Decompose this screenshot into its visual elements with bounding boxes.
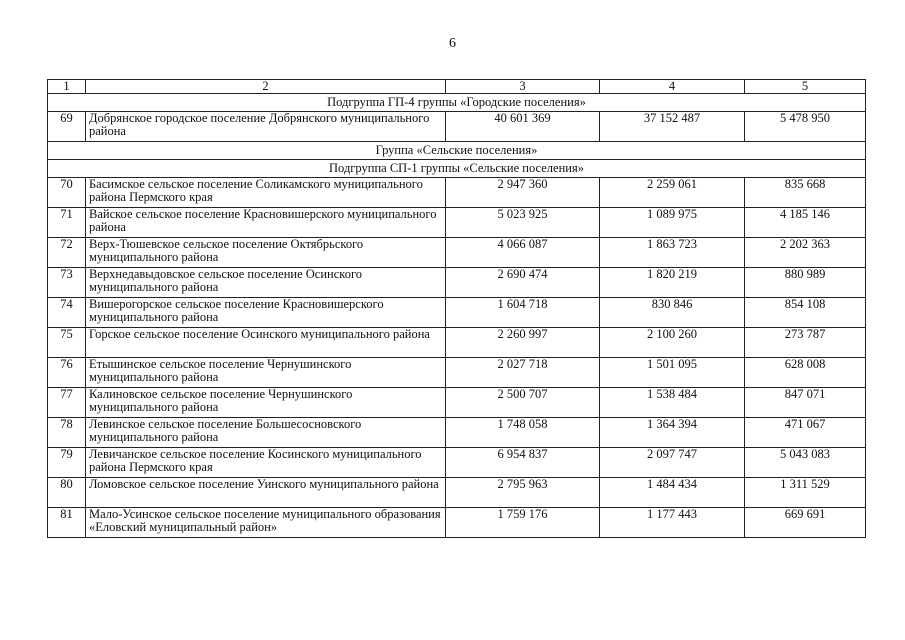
settlement-name: Горское сельское поселение Осинского муниципального района [86, 328, 446, 358]
value-column-5: 835 668 [745, 178, 866, 208]
row-number: 78 [48, 418, 86, 448]
table-row [48, 208, 866, 238]
value-column-4: 1 089 975 [600, 208, 745, 238]
value-column-5: 669 691 [745, 508, 866, 538]
value-column-4: 830 846 [600, 298, 745, 328]
settlement-name: Ломовское сельское поселение Уинского муниципального района [86, 478, 446, 508]
value-column-3: 1 604 718 [446, 298, 600, 328]
value-column-3: 2 947 360 [446, 178, 600, 208]
settlement-name: Добрянское городское поселение Добрянского муниципального района [86, 112, 446, 142]
table-row [48, 268, 866, 298]
settlement-name: Басимское сельское поселение Соликамского муниципального района Пермского края [86, 178, 446, 208]
settlement-name: Верх-Тюшевское сельское поселение Октябрьского муниципального района [86, 238, 446, 268]
group-heading-row [48, 142, 866, 160]
value-column-5: 2 202 363 [745, 238, 866, 268]
table-row [48, 448, 866, 478]
settlement-name: Мало-Усинское сельское поселение муниципального образования «Еловский муниципальный район» [86, 508, 446, 538]
settlement-name: Калиновское сельское поселение Чернушинского муниципального района [86, 388, 446, 418]
value-column-4: 2 097 747 [600, 448, 745, 478]
value-column-5: 4 185 146 [745, 208, 866, 238]
value-column-3: 2 690 474 [446, 268, 600, 298]
value-column-3: 1 759 176 [446, 508, 600, 538]
table-row [48, 298, 866, 328]
value-column-5: 847 071 [745, 388, 866, 418]
value-column-3: 2 027 718 [446, 358, 600, 388]
value-column-3: 4 066 087 [446, 238, 600, 268]
value-column-3: 6 954 837 [446, 448, 600, 478]
value-column-4: 2 259 061 [600, 178, 745, 208]
settlement-name: Вишерогорское сельское поселение Красновишерского муниципального района [86, 298, 446, 328]
table-row [48, 478, 866, 508]
row-number: 72 [48, 238, 86, 268]
column-number-header-row [48, 80, 866, 94]
value-column-4: 1 538 484 [600, 388, 745, 418]
column-header-3: 3 [446, 80, 600, 94]
value-column-4: 1 863 723 [600, 238, 745, 268]
settlement-name: Вайское сельское поселение Красновишерского муниципального района [86, 208, 446, 238]
row-number: 70 [48, 178, 86, 208]
value-column-5: 1 311 529 [745, 478, 866, 508]
group-heading: Подгруппа СП-1 группы «Сельские поселения» [48, 160, 866, 178]
value-column-5: 5 043 083 [745, 448, 866, 478]
settlement-name: Верхнедавыдовское сельское поселение Осинского муниципального района [86, 268, 446, 298]
group-heading: Группа «Сельские поселения» [48, 142, 866, 160]
value-column-4: 37 152 487 [600, 112, 745, 142]
table-row [48, 418, 866, 448]
table-row [48, 388, 866, 418]
group-heading-row [48, 94, 866, 112]
column-header-1: 1 [48, 80, 86, 94]
value-column-3: 2 260 997 [446, 328, 600, 358]
settlements-table [47, 79, 866, 538]
settlement-name: Левинское сельское поселение Большесосновского муниципального района [86, 418, 446, 448]
table-row [48, 238, 866, 268]
table-row [48, 328, 866, 358]
table-row [48, 178, 866, 208]
value-column-5: 471 067 [745, 418, 866, 448]
column-header-5: 5 [745, 80, 866, 94]
settlement-name: Етышинское сельское поселение Чернушинского муниципального района [86, 358, 446, 388]
settlement-name: Левичанское сельское поселение Косинского муниципального района Пермского края [86, 448, 446, 478]
value-column-5: 273 787 [745, 328, 866, 358]
page-number: 6 [449, 36, 456, 51]
row-number: 74 [48, 298, 86, 328]
row-number: 71 [48, 208, 86, 238]
row-number: 79 [48, 448, 86, 478]
table-row [48, 358, 866, 388]
value-column-4: 1 501 095 [600, 358, 745, 388]
table-row [48, 112, 866, 142]
value-column-5: 628 008 [745, 358, 866, 388]
value-column-4: 1 364 394 [600, 418, 745, 448]
value-column-4: 1 484 434 [600, 478, 745, 508]
column-header-2: 2 [86, 80, 446, 94]
group-heading: Подгруппа ГП-4 группы «Городские поселения» [48, 94, 866, 112]
value-column-3: 5 023 925 [446, 208, 600, 238]
value-column-3: 1 748 058 [446, 418, 600, 448]
row-number: 69 [48, 112, 86, 142]
value-column-3: 40 601 369 [446, 112, 600, 142]
value-column-4: 1 820 219 [600, 268, 745, 298]
value-column-4: 1 177 443 [600, 508, 745, 538]
row-number: 81 [48, 508, 86, 538]
value-column-3: 2 500 707 [446, 388, 600, 418]
value-column-4: 2 100 260 [600, 328, 745, 358]
value-column-5: 5 478 950 [745, 112, 866, 142]
table-row [48, 508, 866, 538]
column-header-4: 4 [600, 80, 745, 94]
row-number: 80 [48, 478, 86, 508]
value-column-3: 2 795 963 [446, 478, 600, 508]
row-number: 73 [48, 268, 86, 298]
row-number: 76 [48, 358, 86, 388]
value-column-5: 854 108 [745, 298, 866, 328]
row-number: 75 [48, 328, 86, 358]
group-heading-row [48, 160, 866, 178]
value-column-5: 880 989 [745, 268, 866, 298]
row-number: 77 [48, 388, 86, 418]
